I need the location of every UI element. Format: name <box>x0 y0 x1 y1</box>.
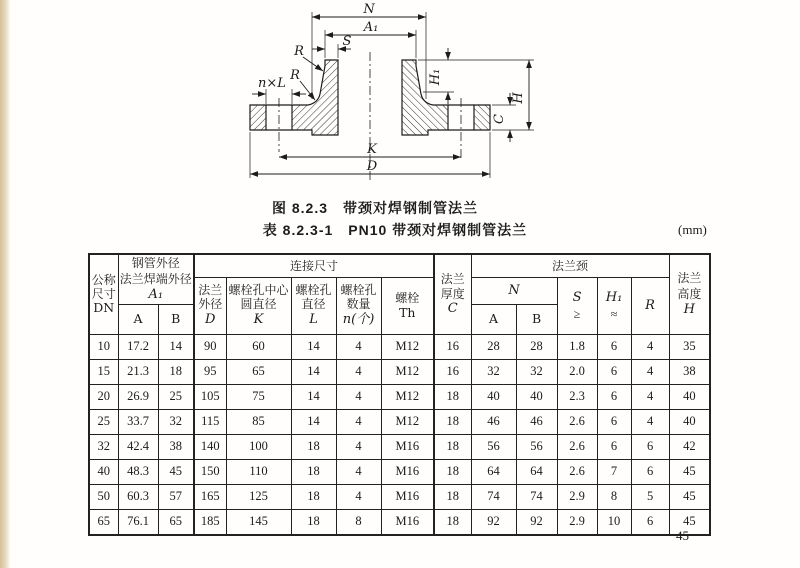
col-header-c <box>434 254 471 334</box>
table-cell: 21.3 <box>118 359 158 384</box>
table-cell: 2.6 <box>557 434 597 459</box>
table-cell: 95 <box>194 359 226 384</box>
k-symbol: K <box>253 312 264 328</box>
table-cell: M12 <box>381 384 434 409</box>
flange-dimension-table <box>88 253 711 536</box>
table-cell: 74 <box>471 484 516 509</box>
table-cell: 8 <box>336 509 381 535</box>
c-symbol: C <box>447 300 458 316</box>
table-cell: 2.9 <box>557 484 597 509</box>
table-row <box>89 334 710 359</box>
h-line2: 高度 <box>677 286 702 301</box>
table-cell: 32 <box>471 359 516 384</box>
table-cell: 140 <box>194 434 226 459</box>
table-cell: 64 <box>516 459 557 484</box>
table-cell: 185 <box>194 509 226 535</box>
table-cell: 50 <box>89 484 118 509</box>
a1-line2: 法兰焊端外径 <box>119 271 192 286</box>
col-header-n <box>336 277 381 334</box>
col-header-a1-a <box>118 304 158 334</box>
table-cell: 18 <box>434 384 471 409</box>
table-cell: 18 <box>158 359 194 384</box>
col-group-neck: 法兰颈 <box>471 254 669 277</box>
col-header-a1-b <box>158 304 194 334</box>
table-cell: 92 <box>471 509 516 535</box>
table-cell: 32 <box>516 359 557 384</box>
table-cell: 46 <box>471 409 516 434</box>
table-cell: 18 <box>434 409 471 434</box>
col-header-l <box>291 277 336 334</box>
table-cell: 45 <box>669 459 710 484</box>
table-cell: 6 <box>597 409 631 434</box>
r-symbol: R <box>645 297 655 313</box>
n-symbol: n(个) <box>342 312 375 328</box>
dim-label-H: H <box>511 92 526 104</box>
table-cell: M16 <box>381 484 434 509</box>
table-cell: M12 <box>381 334 434 359</box>
table-cell: 18 <box>434 434 471 459</box>
table-cell: 48.3 <box>118 459 158 484</box>
table-cell: 42.4 <box>118 434 158 459</box>
table-cell: 4 <box>336 409 381 434</box>
table-cell: 150 <box>194 459 226 484</box>
col-group-a1 <box>118 254 194 304</box>
table-cell: 60 <box>226 334 291 359</box>
table-cell: 35 <box>669 334 710 359</box>
table-cell: 14 <box>291 359 336 384</box>
table-cell: 65 <box>226 359 291 384</box>
flange-section-outer-left <box>250 105 266 130</box>
table-cell: 45 <box>158 459 194 484</box>
table-cell: 4 <box>336 459 381 484</box>
table-cell: M16 <box>381 459 434 484</box>
table-cell: 14 <box>291 384 336 409</box>
col-group-connection: 连接尺寸 <box>194 254 434 277</box>
dim-label-S: S <box>342 34 352 49</box>
table-cell: 4 <box>336 484 381 509</box>
table-cell: M16 <box>381 434 434 459</box>
col-header-s <box>557 277 597 334</box>
table-cell: 18 <box>434 459 471 484</box>
table-cell: 6 <box>597 434 631 459</box>
table-body <box>89 334 710 535</box>
table-cell: 40 <box>669 409 710 434</box>
dim-label-H1: H₁ <box>428 68 443 86</box>
table-cell: 2.6 <box>557 459 597 484</box>
dim-label-R1: R <box>294 44 304 59</box>
s-condition: ≥ <box>573 306 581 321</box>
figure-caption: 图 8.2.3 带颈对焊钢制管法兰 <box>271 200 479 216</box>
table-cell: 6 <box>631 509 669 535</box>
table-cell: 38 <box>669 359 710 384</box>
table-row <box>89 459 710 484</box>
table-row <box>89 409 710 434</box>
n-name: 螺栓孔数量 <box>340 283 377 312</box>
h1-symbol: H₁ <box>605 290 623 306</box>
unit-label: (mm) <box>678 222 707 237</box>
s-symbol: S <box>572 290 582 306</box>
table-cell: 85 <box>226 409 291 434</box>
table-cell: 4 <box>336 434 381 459</box>
table-cell: 76.1 <box>118 509 158 535</box>
table-cell: 4 <box>631 359 669 384</box>
table-cell: 2.9 <box>557 509 597 535</box>
table-cell: 18 <box>434 509 471 535</box>
l-symbol: L <box>309 312 318 328</box>
c-line2: 厚度 <box>440 286 465 301</box>
table-cell: 26.9 <box>118 384 158 409</box>
table-cell: 4 <box>631 409 669 434</box>
d-name: 法兰外径 <box>198 283 223 312</box>
flange-drawing <box>226 2 558 190</box>
h1-condition: ≈ <box>610 306 618 321</box>
table-cell: 65 <box>89 509 118 535</box>
extension-lines <box>250 12 534 178</box>
table-cell: 6 <box>597 359 631 384</box>
table-cell: 4 <box>336 359 381 384</box>
col-header-neck-a <box>471 304 516 334</box>
table-cell: 18 <box>291 459 336 484</box>
th-symbol: Th <box>399 304 416 320</box>
neck-n-symbol: N <box>508 282 520 298</box>
col-header-neck-n <box>471 277 557 304</box>
col-header-k <box>226 277 291 334</box>
h-symbol: H <box>683 301 696 317</box>
table-row <box>89 509 710 535</box>
table-row <box>89 384 710 409</box>
th-name: 螺栓 <box>395 290 420 305</box>
table-cell: 100 <box>226 434 291 459</box>
table-cell: 4 <box>631 384 669 409</box>
table-cell: 8 <box>597 484 631 509</box>
table-cell: M12 <box>381 409 434 434</box>
table-cell: 15 <box>89 359 118 384</box>
table-cell: 57 <box>158 484 194 509</box>
table-cell: 45 <box>669 509 710 535</box>
table-cell: 105 <box>194 384 226 409</box>
table-cell: 45 <box>669 484 710 509</box>
table-cell: 2.0 <box>557 359 597 384</box>
table-cell: 4 <box>336 384 381 409</box>
neck-sub-b: B <box>531 310 542 326</box>
table-cell: 92 <box>516 509 557 535</box>
table-row <box>89 359 710 384</box>
table-cell: 18 <box>434 484 471 509</box>
table-cell: 40 <box>89 459 118 484</box>
table-cell: 6 <box>597 334 631 359</box>
table-caption: 表 8.2.3-1 PN10 带颈对焊钢制管法兰 <box>262 222 528 238</box>
table-cell: 40 <box>471 384 516 409</box>
table-cell: 28 <box>471 334 516 359</box>
dn-symbol: DN <box>93 300 115 316</box>
d-symbol: D <box>205 312 216 328</box>
dn-line1: 公称 <box>91 272 116 287</box>
page-number: 45 <box>676 528 689 543</box>
table-cell: 90 <box>194 334 226 359</box>
table-row <box>89 484 710 509</box>
table-cell: 33.7 <box>118 409 158 434</box>
table-cell: 40 <box>516 384 557 409</box>
table-cell: 115 <box>194 409 226 434</box>
table-cell: 18 <box>291 434 336 459</box>
table-cell: 4 <box>336 334 381 359</box>
table-cell: 74 <box>516 484 557 509</box>
l-name: 螺栓孔直径 <box>295 283 332 312</box>
table-cell: 1.8 <box>557 334 597 359</box>
table-cell: 14 <box>291 409 336 434</box>
table-cell: 32 <box>89 434 118 459</box>
table-cell: 65 <box>158 509 194 535</box>
k-name: 螺栓孔中心圆直径 <box>228 283 289 312</box>
table-cell: 16 <box>434 334 471 359</box>
table-cell: 56 <box>516 434 557 459</box>
table-cell: 6 <box>631 434 669 459</box>
col-header-h1 <box>597 277 631 334</box>
h-line1: 法兰 <box>677 271 702 286</box>
table-cell: 38 <box>158 434 194 459</box>
c-line1: 法兰 <box>440 272 465 287</box>
table-row <box>89 434 710 459</box>
table-cell: 2.6 <box>557 409 597 434</box>
col-header-dn <box>89 254 118 334</box>
dim-label-K: K <box>367 142 377 157</box>
table-cell: 42 <box>669 434 710 459</box>
neck-sub-a: A <box>489 310 499 326</box>
col-header-r <box>631 277 669 334</box>
table-cell: 32 <box>158 409 194 434</box>
dim-label-N: N <box>363 2 375 17</box>
dim-label-C: C <box>492 114 507 124</box>
col-header-th <box>381 277 434 334</box>
table-cell: 5 <box>631 484 669 509</box>
table-cell: M16 <box>381 509 434 535</box>
table-cell: 4 <box>631 334 669 359</box>
dim-label-A1: A₁ <box>363 20 379 35</box>
table-cell: 165 <box>194 484 226 509</box>
col-header-d <box>194 277 226 334</box>
table-cell: 18 <box>291 509 336 535</box>
table-cell: 25 <box>89 409 118 434</box>
table-cell: 16 <box>434 359 471 384</box>
table-cell: 56 <box>471 434 516 459</box>
table-cell: 75 <box>226 384 291 409</box>
table-cell: 145 <box>226 509 291 535</box>
table-cell: M12 <box>381 359 434 384</box>
a1-sub-a: A <box>133 310 143 326</box>
table-cell: 6 <box>597 384 631 409</box>
dim-label-R2: R <box>290 68 300 83</box>
dim-label-nxL: n×L <box>258 76 286 91</box>
table-cell: 125 <box>226 484 291 509</box>
a1-symbol: A₁ <box>148 286 164 302</box>
table-cell: 17.2 <box>118 334 158 359</box>
dn-line2: 尺寸 <box>91 286 116 301</box>
table-cell: 14 <box>291 334 336 359</box>
table-cell: 60.3 <box>118 484 158 509</box>
table-cell: 7 <box>597 459 631 484</box>
a1-line1: 钢管外径 <box>131 256 180 271</box>
table-cell: 20 <box>89 384 118 409</box>
table-cell: 28 <box>516 334 557 359</box>
a1-sub-b: B <box>171 310 181 326</box>
table-cell: 18 <box>291 484 336 509</box>
table-cell: 64 <box>471 459 516 484</box>
table-cell: 2.3 <box>557 384 597 409</box>
dim-label-D: D <box>366 159 378 174</box>
table-cell: 25 <box>158 384 194 409</box>
col-header-neck-b <box>516 304 557 334</box>
table-cell: 40 <box>669 384 710 409</box>
table-cell: 6 <box>631 459 669 484</box>
table-cell: 10 <box>89 334 118 359</box>
flange-section-outer-right <box>474 105 490 130</box>
table-cell: 46 <box>516 409 557 434</box>
table-cell: 10 <box>597 509 631 535</box>
table-cell: 14 <box>158 334 194 359</box>
page-edge-shadow <box>0 0 11 568</box>
col-header-h <box>669 254 710 334</box>
table-cell: 110 <box>226 459 291 484</box>
